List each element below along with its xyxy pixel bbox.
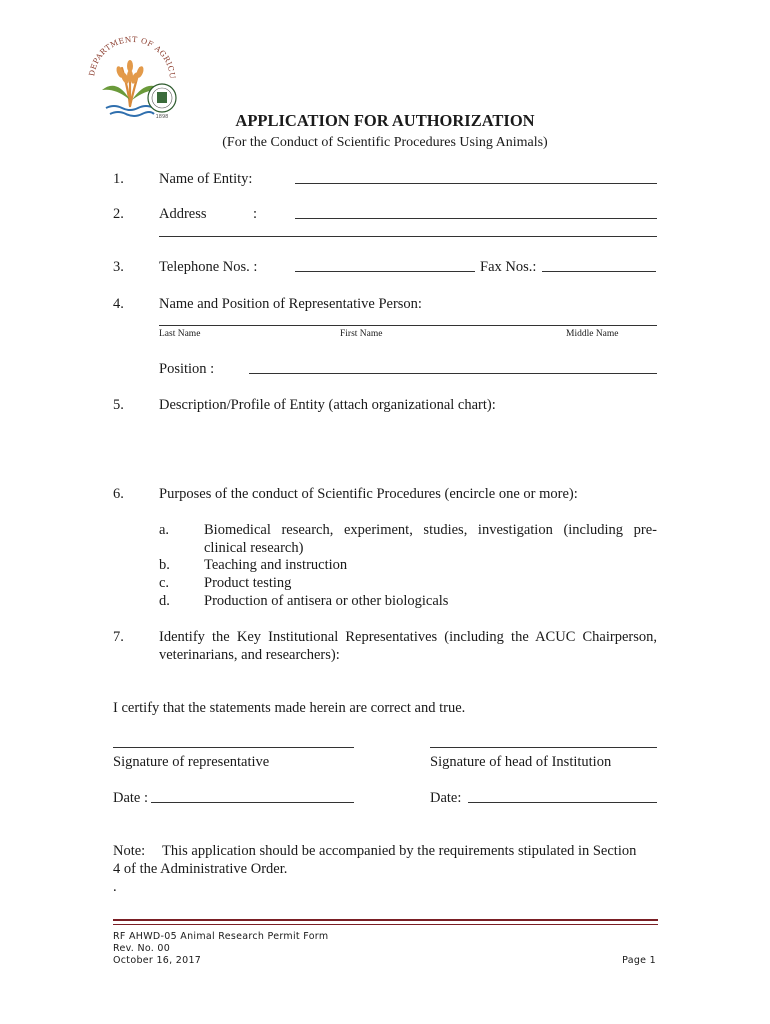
certification-statement: I certify that the statements made herein are correct and true.: [113, 700, 466, 716]
last-name-caption: Last Name: [159, 329, 201, 339]
first-name-caption: First Name: [340, 329, 383, 339]
note-dot: .: [113, 879, 117, 895]
option-d-text[interactable]: Production of antisera or other biologicals: [204, 593, 449, 609]
option-d-letter: d.: [159, 593, 170, 609]
name-of-entity-label: Name of Entity:: [159, 171, 253, 187]
description-label: Description/Profile of Entity (attach organizational chart):: [159, 397, 496, 413]
note-prefix: Note:: [113, 843, 146, 859]
telephone-label: Telephone Nos. :: [159, 259, 258, 275]
key-representatives-label: Identify the Key Institutional Representatives (including the ACUC Chairperson,: [159, 629, 657, 645]
representative-signature-label: Signature of representative: [113, 754, 270, 770]
option-b-text[interactable]: Teaching and instruction: [204, 557, 348, 573]
footer-date: October 16, 2017: [113, 955, 202, 966]
date-left-label: Date :: [113, 790, 149, 806]
item-4-number: 4.: [113, 296, 124, 312]
fax-label: Fax Nos.:: [480, 259, 537, 275]
item-1-number: 1.: [113, 171, 124, 187]
head-signature-field[interactable]: [430, 747, 657, 748]
form-title: APPLICATION FOR AUTHORIZATION: [235, 111, 535, 130]
address-field-line-2[interactable]: [159, 236, 657, 237]
option-a-text[interactable]: Biomedical research, experiment, studies, investigation (including pre-: [204, 522, 657, 538]
item-5-number: 5.: [113, 397, 124, 413]
form-subtitle: (For the Conduct of Scientific Procedures Using Animals): [222, 135, 548, 150]
item-2-number: 2.: [113, 206, 124, 222]
position-label: Position :: [159, 361, 215, 377]
head-signature-label: Signature of head of Institution: [430, 754, 612, 770]
footer-page-number: Page 1: [622, 955, 656, 966]
date-right-label: Date:: [430, 790, 462, 806]
date-left-field[interactable]: [151, 802, 354, 803]
representative-name-field[interactable]: [159, 325, 657, 326]
key-representatives-label-cont: veterinarians, and researchers):: [159, 647, 340, 663]
name-of-entity-field[interactable]: [295, 183, 657, 184]
telephone-field[interactable]: [295, 271, 475, 272]
address-field-line-1[interactable]: [295, 218, 657, 219]
option-c-text[interactable]: Product testing: [204, 575, 292, 591]
fax-field[interactable]: [542, 271, 656, 272]
representative-label: Name and Position of Representative Person:: [159, 296, 422, 312]
date-right-field[interactable]: [468, 802, 657, 803]
option-c-letter: c.: [159, 575, 170, 591]
footer-revision: Rev. No. 00: [113, 943, 171, 954]
option-a-text-cont: clinical research): [204, 540, 304, 556]
footer-form-name: RF AHWD-05 Animal Research Permit Form: [113, 931, 329, 942]
middle-name-caption: Middle Name: [566, 329, 619, 339]
seal-year: 1898: [155, 114, 169, 120]
position-field[interactable]: [249, 373, 657, 374]
footer-rule-thin: [113, 924, 658, 925]
option-a-letter: a.: [159, 522, 170, 538]
note-line-1: This application should be accompanied by the requirements stipulated in Section: [162, 843, 637, 859]
address-label: Address: [159, 206, 207, 222]
option-b-letter: b.: [159, 557, 170, 573]
item-3-number: 3.: [113, 259, 124, 275]
address-colon: :: [253, 206, 258, 222]
item-6-number: 6.: [113, 486, 124, 502]
footer-rule-thick: [113, 919, 658, 921]
note-line-2: 4 of the Administrative Order.: [113, 861, 288, 877]
seal-text: DEPARTMENT OF AGRICU: [87, 34, 178, 80]
representative-signature-field[interactable]: [113, 747, 354, 748]
item-7-number: 7.: [113, 629, 124, 645]
purposes-label: Purposes of the conduct of Scientific Procedures (encircle one or more):: [159, 486, 578, 502]
